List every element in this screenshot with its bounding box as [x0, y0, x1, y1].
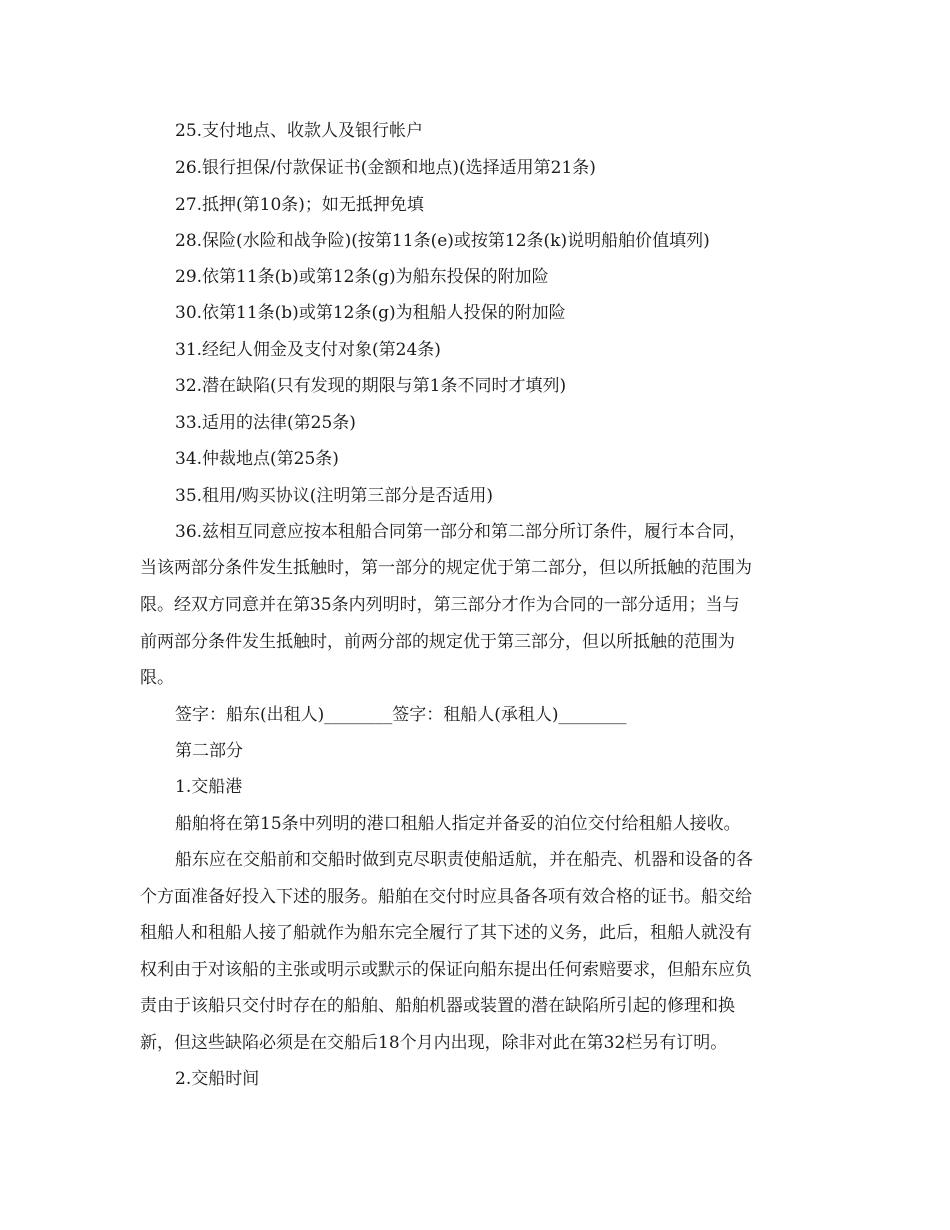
clause-36-line-3: 限。经双方同意并在第35条内列明时，第三部分才作为合同的一部分适用；当与: [140, 595, 740, 615]
clause-34: 34.仲裁地点(第25条): [175, 449, 339, 469]
heading-delivery-time: 2.交船时间: [175, 1069, 260, 1089]
clause-36-line-5: 限。: [140, 668, 174, 688]
paragraph-obligations-line-4: 权利由于对该船的主张或明示或默示的保证向船东提出任何索赔要求，但船东应负: [140, 960, 752, 980]
clause-31: 31.经纪人佣金及支付对象(第24条): [175, 340, 441, 360]
clause-29: 29.依第11条(b)或第12条(g)为船东投保的附加险: [175, 267, 549, 287]
paragraph-obligations-line-2: 个方面准备好投入下述的服务。船舶在交付时应具备各项有效合格的证书。船交给: [140, 887, 752, 907]
paragraph-obligations-line-5: 责由于该船只交付时存在的船舶、船舶机器或装置的潜在缺陷所引起的修理和换: [140, 996, 735, 1016]
clause-28: 28.保险(水险和战争险)(按第11条(e)或按第12条(k)说明船舶价值填列): [175, 231, 710, 251]
signature-line: 签字：船东(出租人)________签字：租船人(承租人)________: [175, 705, 627, 725]
clause-32: 32.潜在缺陷(只有发现的期限与第1条不同时才填列): [175, 376, 567, 396]
paragraph-obligations-line-1: 船东应在交船前和交船时做到克尽职责使船适航，并在船壳、机器和设备的各: [175, 850, 753, 870]
clause-36-line-1: 36.兹相互同意应按本租船合同第一部分和第二部分所订条件，履行本合同，: [175, 522, 747, 542]
section-heading-part-two: 第二部分: [175, 741, 243, 761]
clause-30: 30.依第11条(b)或第12条(g)为租船人投保的附加险: [175, 303, 566, 323]
paragraph-obligations-line-3: 租船人和租船人接了船就作为船东完全履行了其下述的义务，此后，租船人就没有: [140, 923, 752, 943]
paragraph-obligations-line-6: 新，但这些缺陷必须是在交船后18个月内出现，除非对此在第32栏另有订明。: [140, 1033, 728, 1053]
clause-25: 25.支付地点、收款人及银行帐户: [175, 121, 424, 141]
clause-33: 33.适用的法律(第25条): [175, 413, 356, 433]
clause-26: 26.银行担保/付款保证书(金额和地点)(选择适用第21条): [175, 158, 596, 178]
clause-27: 27.抵押(第10条)；如无抵押免填: [175, 195, 424, 215]
paragraph-delivery-port: 船舶将在第15条中列明的港口租船人指定并备妥的泊位交付给租船人接收。: [175, 814, 741, 834]
clause-36-line-4: 前两部分条件发生抵触时，前两分部的规定优于第三部分，但以所抵触的范围为: [140, 632, 735, 652]
heading-delivery-port: 1.交船港: [175, 777, 243, 797]
clause-35: 35.租用/购买协议(注明第三部分是否适用): [175, 486, 494, 506]
clause-36-line-2: 当该两部分条件发生抵触时，第一部分的规定优于第二部分，但以所抵触的范围为: [140, 558, 752, 578]
